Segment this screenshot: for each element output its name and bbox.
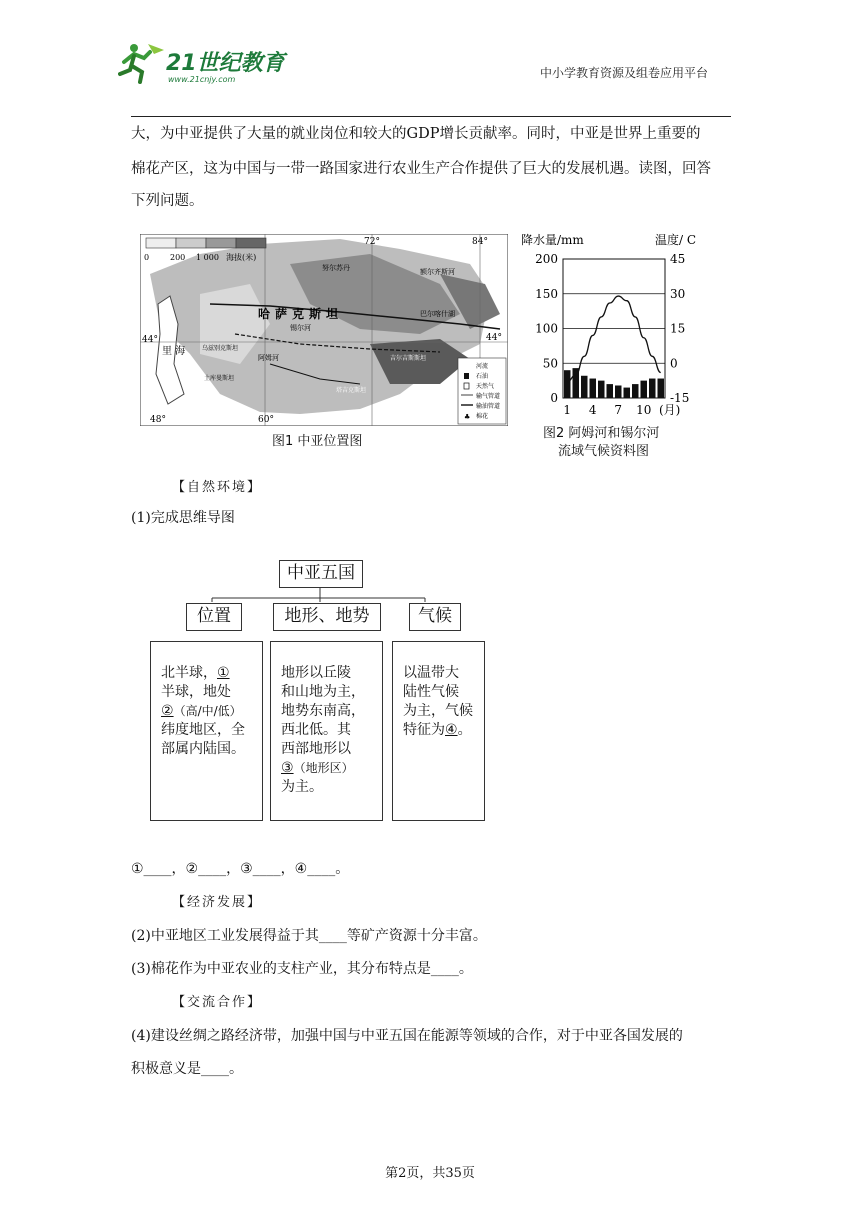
header-divider: [131, 116, 731, 117]
left-tick-label: 100: [535, 321, 558, 336]
svg-text:河流: 河流: [476, 363, 489, 370]
branch-location: 位置: [186, 603, 242, 631]
kazakhstan-label: 哈萨克斯坦: [258, 307, 344, 321]
question-1-answers: ①____，②____，③____，④____。: [131, 861, 350, 877]
precip-bar: [590, 379, 597, 398]
intro-line-1: 大，为中亚提供了大量的就业岗位和较大的GDP增长贡献率。同时，中亚是世界上重要的: [131, 126, 701, 142]
runner-icon: [120, 44, 164, 82]
chart-left-title: 降水量/mm: [521, 233, 584, 247]
x-tick-label: 10: [636, 403, 652, 417]
precip-bar: [641, 381, 648, 398]
precip-bar: [598, 381, 605, 398]
svg-text:0: 0: [144, 253, 150, 262]
svg-text:输气管道: 输气管道: [476, 393, 501, 400]
page-number: 第2页，共35页: [385, 1166, 475, 1181]
chart-right-title: 温度/ C: [655, 233, 697, 247]
svg-text:乌兹别克斯坦: 乌兹别克斯坦: [202, 345, 239, 352]
right-tick-label: -15: [670, 391, 690, 405]
svg-text:44°: 44°: [142, 335, 158, 345]
svg-text:吉尔吉斯斯坦: 吉尔吉斯斯坦: [390, 355, 427, 362]
precip-bar: [615, 385, 622, 398]
map-caption: 图1 中亚位置图: [272, 434, 363, 449]
svg-text:输油管道: 输油管道: [476, 403, 501, 410]
svg-text:1 000: 1 000: [196, 253, 219, 262]
svg-text:72°: 72°: [364, 237, 380, 247]
svg-text:塔吉克斯坦: 塔吉克斯坦: [336, 387, 367, 394]
svg-text:84°: 84°: [472, 237, 488, 247]
section-natural: 【自然环境】: [172, 480, 263, 495]
precip-bar: [632, 384, 639, 398]
precip-bar: [649, 379, 656, 398]
svg-text:天然气: 天然气: [476, 383, 495, 390]
svg-text:200: 200: [170, 253, 186, 262]
left-tick-label: 50: [542, 356, 558, 371]
svg-text:48°: 48°: [150, 415, 166, 425]
svg-text:巴尔喀什湖: 巴尔喀什湖: [420, 310, 455, 318]
branch-climate: 气候: [409, 603, 461, 631]
mind-map: [150, 560, 490, 825]
svg-text:额尔齐斯河: 额尔齐斯河: [420, 268, 455, 276]
question-4-line-2: 积极意义是____。: [131, 1061, 243, 1077]
x-tick-label: 4: [588, 403, 597, 417]
question-2: (2)中亚地区工业发展得益于其____等矿产资源十分丰富。: [131, 928, 487, 944]
box-terrain: 地形以丘陵 和山地为主， 地势东南高， 西北低。其 西部地形以 ③（地形区） 为主。: [270, 641, 383, 821]
svg-text:海拔(米): 海拔(米): [226, 253, 257, 262]
intro-line-3: 下列问题。: [131, 193, 204, 209]
precip-bar: [581, 376, 588, 398]
climate-caption-1: 图2 阿姆河和锡尔河: [543, 426, 660, 441]
right-tick-label: 15: [670, 321, 686, 336]
svg-text:石油: 石油: [476, 373, 489, 380]
precip-bar: [624, 388, 631, 398]
question-3: (3)棉花作为中亚农业的支柱产业，其分布特点是____。: [131, 961, 473, 977]
right-tick-label: 30: [670, 286, 686, 301]
precip-bar: [658, 379, 665, 398]
svg-text:♣: ♣: [464, 413, 471, 421]
intro-line-2: 棉花产区，这为中国与一带一路国家进行农业生产合作提供了巨大的发展机遇。读图，回答: [131, 161, 711, 177]
branch-terrain: 地形、地势: [273, 603, 381, 631]
section-economic: 【经济发展】: [172, 895, 263, 910]
x-unit-label: (月): [659, 403, 681, 417]
svg-text:44°: 44°: [486, 333, 502, 343]
svg-text:阿姆河: 阿姆河: [258, 354, 279, 362]
mindmap-root: 中亚五国: [279, 560, 363, 588]
box-climate: 以温带大 陆性气候 为主，气候 特征为④。: [392, 641, 485, 821]
precip-bar: [564, 370, 571, 398]
right-tick-label: 0: [670, 356, 678, 371]
box-location: 北半球，① 半球，地处 ②（高/中/低） 纬度地区，全 部属内陆国。: [150, 641, 263, 821]
central-asia-map: [140, 234, 508, 426]
platform-name: 中小学教育资源及组卷应用平台: [540, 66, 709, 80]
logo-text: 21世纪教育: [166, 51, 285, 76]
svg-text:努尔苏丹: 努尔苏丹: [322, 264, 350, 272]
svg-text:锡尔河: 锡尔河: [290, 324, 311, 332]
question-4-line-1: (4)建设丝绸之路经济带，加强中国与中亚五国在能源等领域的合作，对于中亚各国发展的: [131, 1028, 683, 1044]
temperature-line: [567, 296, 661, 382]
svg-text:60°: 60°: [258, 415, 274, 425]
logo-url: www.21cnjy.com: [168, 75, 236, 84]
x-tick-label: 1: [563, 403, 572, 417]
section-exchange: 【交流合作】: [172, 995, 263, 1010]
precip-bar: [607, 384, 614, 398]
site-logo: [118, 40, 293, 85]
left-tick-label: 0: [550, 391, 558, 405]
right-tick-label: 45: [670, 252, 686, 266]
svg-text:棉花: 棉花: [476, 413, 489, 420]
question-1: (1)完成思维导图: [131, 510, 235, 526]
climate-chart: [515, 226, 715, 424]
climate-caption-2: 流域气候资料图: [558, 444, 650, 459]
svg-text:土库曼斯坦: 土库曼斯坦: [204, 375, 235, 382]
x-tick-label: 7: [614, 403, 623, 417]
left-tick-label: 200: [535, 252, 558, 266]
svg-text:里 海: 里 海: [162, 346, 186, 357]
left-tick-label: 150: [535, 286, 558, 301]
